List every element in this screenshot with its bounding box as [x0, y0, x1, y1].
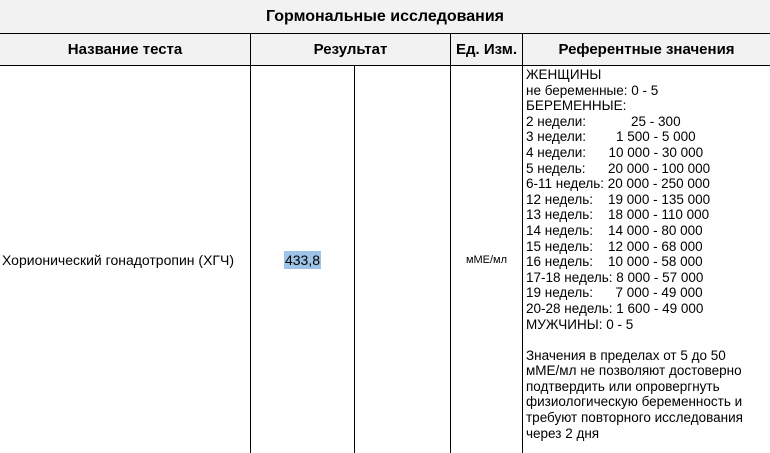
- note-line: через 2 дня: [526, 425, 600, 441]
- reference-line: 3 недели: 1 500 - 5 000: [526, 129, 696, 145]
- reference-line: не беременные: 0 - 5: [526, 82, 659, 98]
- note-line: физиологическую беременность и: [526, 394, 743, 410]
- reference-line: 19 недель: 7 000 - 49 000: [526, 285, 703, 301]
- reference-line: 17-18 недель: 8 000 - 57 000: [526, 269, 704, 285]
- reference-line: 20-28 недель: 1 600 - 49 000: [526, 300, 704, 316]
- reference-line: 16 недель: 10 000 - 58 000: [526, 254, 703, 270]
- header-unit: Ед. Изм.: [451, 34, 522, 66]
- result-cell[interactable]: [251, 66, 354, 453]
- reference-line: 5 недель: 20 000 - 100 000: [526, 160, 711, 176]
- reference-values-cell[interactable]: [526, 67, 770, 441]
- reference-note: [526, 348, 770, 442]
- note-line: Значения в пределах от 5 до 50: [526, 347, 726, 363]
- table-title: Гормональные исследования: [0, 0, 770, 34]
- header-result: Результат: [251, 34, 450, 66]
- reference-line: 12 недель: 19 000 - 135 000: [526, 191, 711, 207]
- reference-line: 14 недель: 14 000 - 80 000: [526, 222, 703, 238]
- reference-line: ЖЕНЩИНЫ: [526, 67, 602, 82]
- reference-line: МУЖЧИНЫ: 0 - 5: [526, 316, 634, 332]
- note-line: мМЕ/мл не позволяют достоверно: [526, 363, 742, 379]
- note-line: требуют повторного исследования: [526, 410, 743, 426]
- column-divider: [354, 66, 355, 453]
- result-value: 433,8: [284, 251, 321, 268]
- header-reference: Референтные значения: [523, 34, 770, 66]
- reference-line: 4 недели: 10 000 - 30 000: [526, 144, 704, 160]
- reference-line: 15 недель: 12 000 - 68 000: [526, 238, 703, 254]
- reference-line: 13 недель: 18 000 - 110 000: [526, 207, 710, 223]
- reference-line: 2 недели: 25 - 300: [526, 113, 681, 129]
- unit-cell[interactable]: мМЕ/мл: [465, 253, 508, 266]
- column-divider: [522, 34, 523, 453]
- reference-line: 6-11 недель: 20 000 - 250 000: [526, 176, 710, 192]
- test-name-cell[interactable]: Хорионический гонадотропин (ХГЧ): [2, 251, 234, 268]
- reference-lines: [526, 67, 770, 332]
- header-test-name: Название теста: [0, 34, 250, 66]
- reference-line: БЕРЕМЕННЫЕ:: [526, 98, 627, 114]
- note-line: подтвердить или опровергнуть: [526, 378, 720, 394]
